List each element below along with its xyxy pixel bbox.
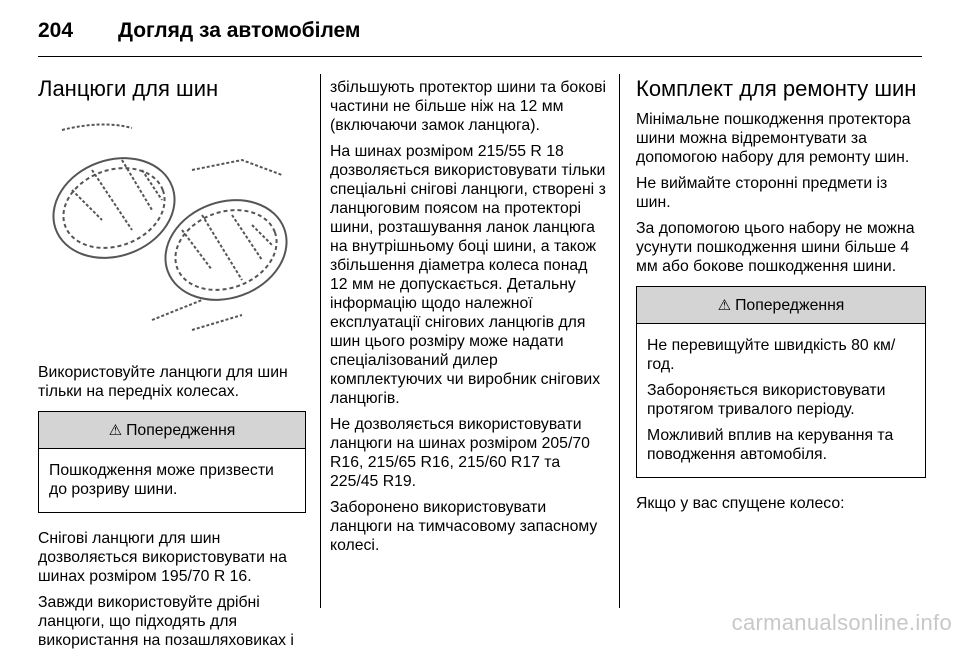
paragraph: Не виймайте сторонні предмети із шин. (636, 175, 888, 211)
warning-text: Можливий вплив на керування та поводження автомобіля. (647, 427, 894, 463)
snow-chains-heading: Ланцюги для шин (38, 76, 219, 101)
warning-header (637, 287, 925, 324)
warning-label: Попередження (126, 421, 236, 439)
warning-box (38, 411, 306, 513)
paragraph: На шинах розміром 215/55 R 18 дозволяється використовувати тільки спеціальні снігові ланцюги, створені з ланцюговим поясом на протекторі шини, розташування ланок ланцюга на внутрішньому боці шини, а також збільшення діаметра колеса понад 12 мм не допускається. Детальну інформацію щодо належної експлуатації снігових ланцюгів для шин цього розміру може надати спеціалізований дилер комплектуючих чи виробник снігових ланцюгів. (330, 143, 606, 407)
tire-repair-kit-heading: Комплект для ремонту шин (636, 76, 917, 101)
warning-icon: ⚠ (108, 421, 123, 439)
warning-header (39, 412, 305, 449)
snow-chains-illustration (42, 120, 296, 346)
paragraph: Мінімальне пошкодження протектора шини можна відремонтувати за допомогою набору для ремонту шин. (636, 111, 911, 166)
warning-text: Не перевищуйте швидкість 80 км/год. (647, 337, 896, 373)
warning-text: Пошкодження може призвести до розриву шини. (49, 462, 274, 498)
warning-text: Забороняється використовувати протягом тривалого періоду. (647, 382, 886, 418)
column-1 (38, 76, 306, 657)
warning-label: Попередження (735, 296, 845, 314)
column-3 (636, 76, 926, 520)
paragraph: Якщо у вас спущене колесо: (636, 495, 845, 512)
column-divider-2 (619, 74, 620, 608)
page-header (38, 6, 922, 57)
warning-box (636, 286, 926, 478)
paragraph: Заборонено використовувати ланцюги на тимчасовому запасному колесі. (330, 499, 598, 554)
watermark: carmanualsonline.info (731, 610, 952, 635)
warning-body (39, 449, 305, 512)
page-number: 204 (38, 19, 74, 42)
warning-icon: ⚠ (717, 296, 732, 314)
column-divider-1 (320, 74, 321, 608)
paragraph: Завжди використовуйте дрібні ланцюги, що підходять для використання на позашляховиках і (38, 594, 294, 649)
column-2 (330, 78, 608, 562)
paragraph: За допомогою цього набору не можна усунути пошкодження шини більше 4 мм або бокове пошкодження шини. (636, 220, 915, 275)
warning-body (637, 324, 925, 477)
paragraph: Снігові ланцюги для шин дозволяється використовувати на шинах розміром 195/70 R 16. (38, 530, 287, 585)
paragraph: збільшують протектор шини та бокові частини не більше ніж на 12 мм (включаючи замок ланцюга). (330, 79, 606, 134)
section-title: Догляд за автомобілем (118, 19, 361, 42)
paragraph: Не дозволяється використовувати ланцюги на шинах розміром 205/70 R16, 215/65 R16, 215/60 R17 та 225/45 R19. (330, 416, 590, 490)
paragraph: Використовуйте ланцюги для шин тільки на передніх колесах. (38, 364, 288, 400)
